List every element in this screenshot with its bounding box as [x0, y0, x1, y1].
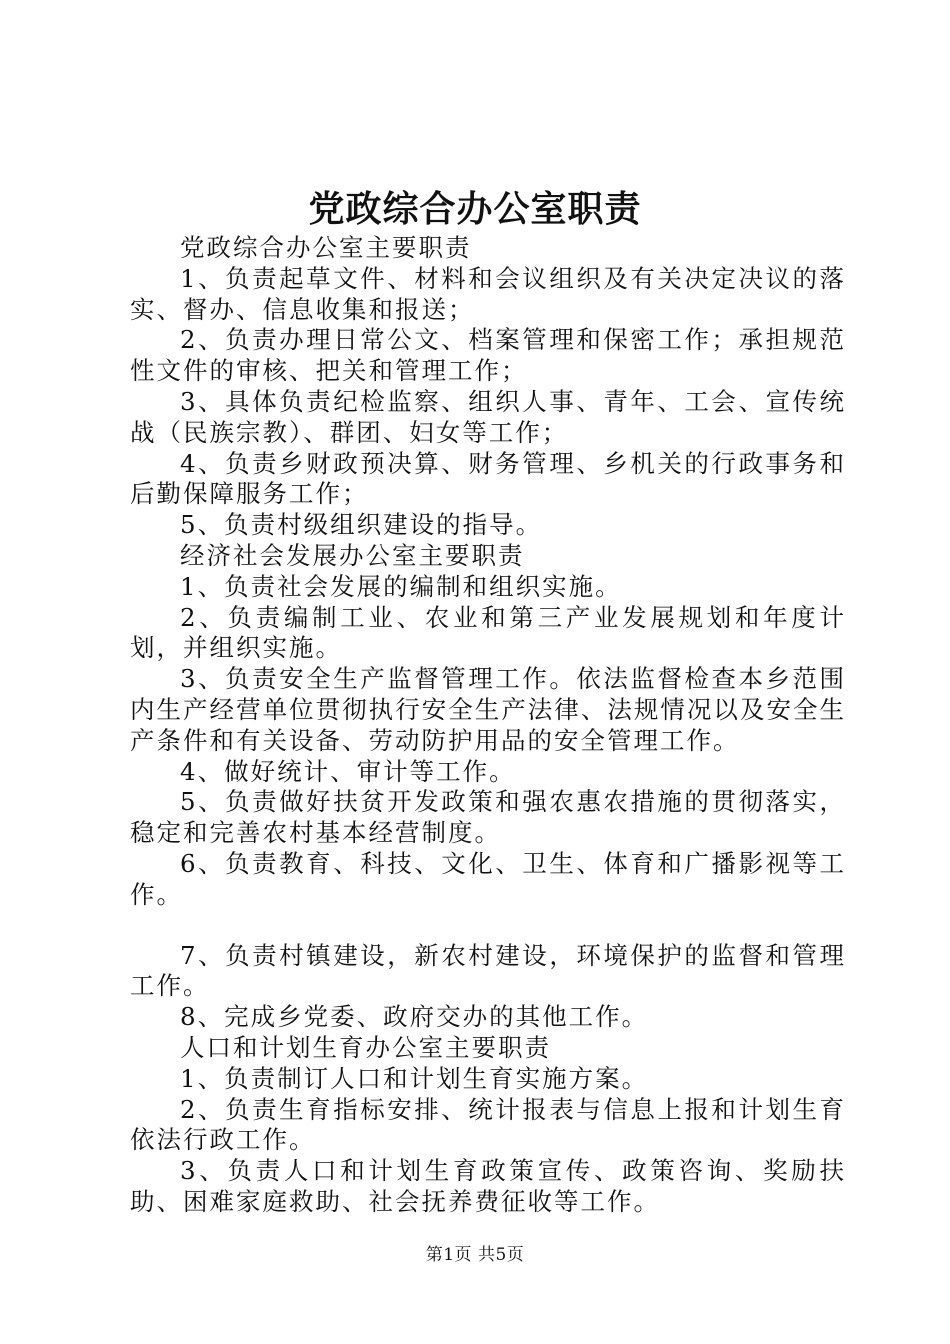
paragraph-item: 8、完成乡党委、政府交办的其他工作。: [180, 1002, 649, 1032]
paragraph-item: 1、负责制订人口和计划生育实施方案。: [180, 1063, 649, 1093]
paragraph-item: 4、负责乡财政预决算、财务管理、乡机关的行政事务和后勤保障服务工作；: [130, 448, 846, 509]
document-title: 党政综合办公室职责: [308, 188, 642, 230]
page-number-footer: 第1页 共5页: [425, 1245, 525, 1265]
paragraph-item: 3、负责人口和计划生育政策宣传、政策咨询、奖励扶助、困难家庭救助、社会抚养费征收等工作。: [130, 1156, 846, 1216]
paragraph-item: 1、负责社会发展的编制和组织实施。: [180, 571, 622, 601]
paragraph-item: 7、负责村镇建设，新农村建设，环境保护的监督和管理工作。: [130, 940, 846, 1001]
section-heading-party-office: 党政综合办公室主要职责: [180, 233, 472, 262]
paragraph-item: 3、具体负责纪检监察、组织人事、青年、工会、宣传统战（民族宗教）、群团、妇女等工作；: [130, 386, 846, 447]
paragraph-item: 5、负责做好扶贫开发政策和强农惠农措施的贯彻落实，稳定和完善农村基本经营制度。: [130, 787, 846, 848]
paragraph-item: 2、负责办理日常公文、档案管理和保密工作；承担规范性文件的审核、把关和管理工作；: [130, 325, 846, 386]
paragraph-item: 5、负责村级组织建设的指导。: [180, 510, 543, 540]
section-heading-population-office: 人口和计划生育办公室主要职责: [180, 1032, 551, 1062]
paragraph-item: 4、做好统计、审计等工作。: [180, 756, 516, 786]
paragraph-item: 2、负责生育指标安排、统计报表与信息上报和计划生育依法行政工作。: [130, 1094, 846, 1155]
paragraph-item: 2、负责编制工业、农业和第三产业发展规划和年度计划，并组织实施。: [130, 602, 846, 663]
paragraph-item: 6、负责教育、科技、文化、卫生、体育和广播影视等工作。: [130, 848, 846, 909]
section-heading-economic-office: 经济社会发展办公室主要职责: [180, 540, 525, 570]
paragraph-item: 3、负责安全生产监督管理工作。依法监督检查本乡范围内生产经营单位贯彻执行安全生产法律、法规情况以及安全生产条件和有关设备、劳动防护用品的安全管理工作。: [130, 664, 846, 755]
document-body: [130, 233, 846, 1218]
paragraph-item: 1、负责起草文件、材料和会议组织及有关决定决议的落实、督办、信息收集和报送；: [130, 263, 846, 324]
